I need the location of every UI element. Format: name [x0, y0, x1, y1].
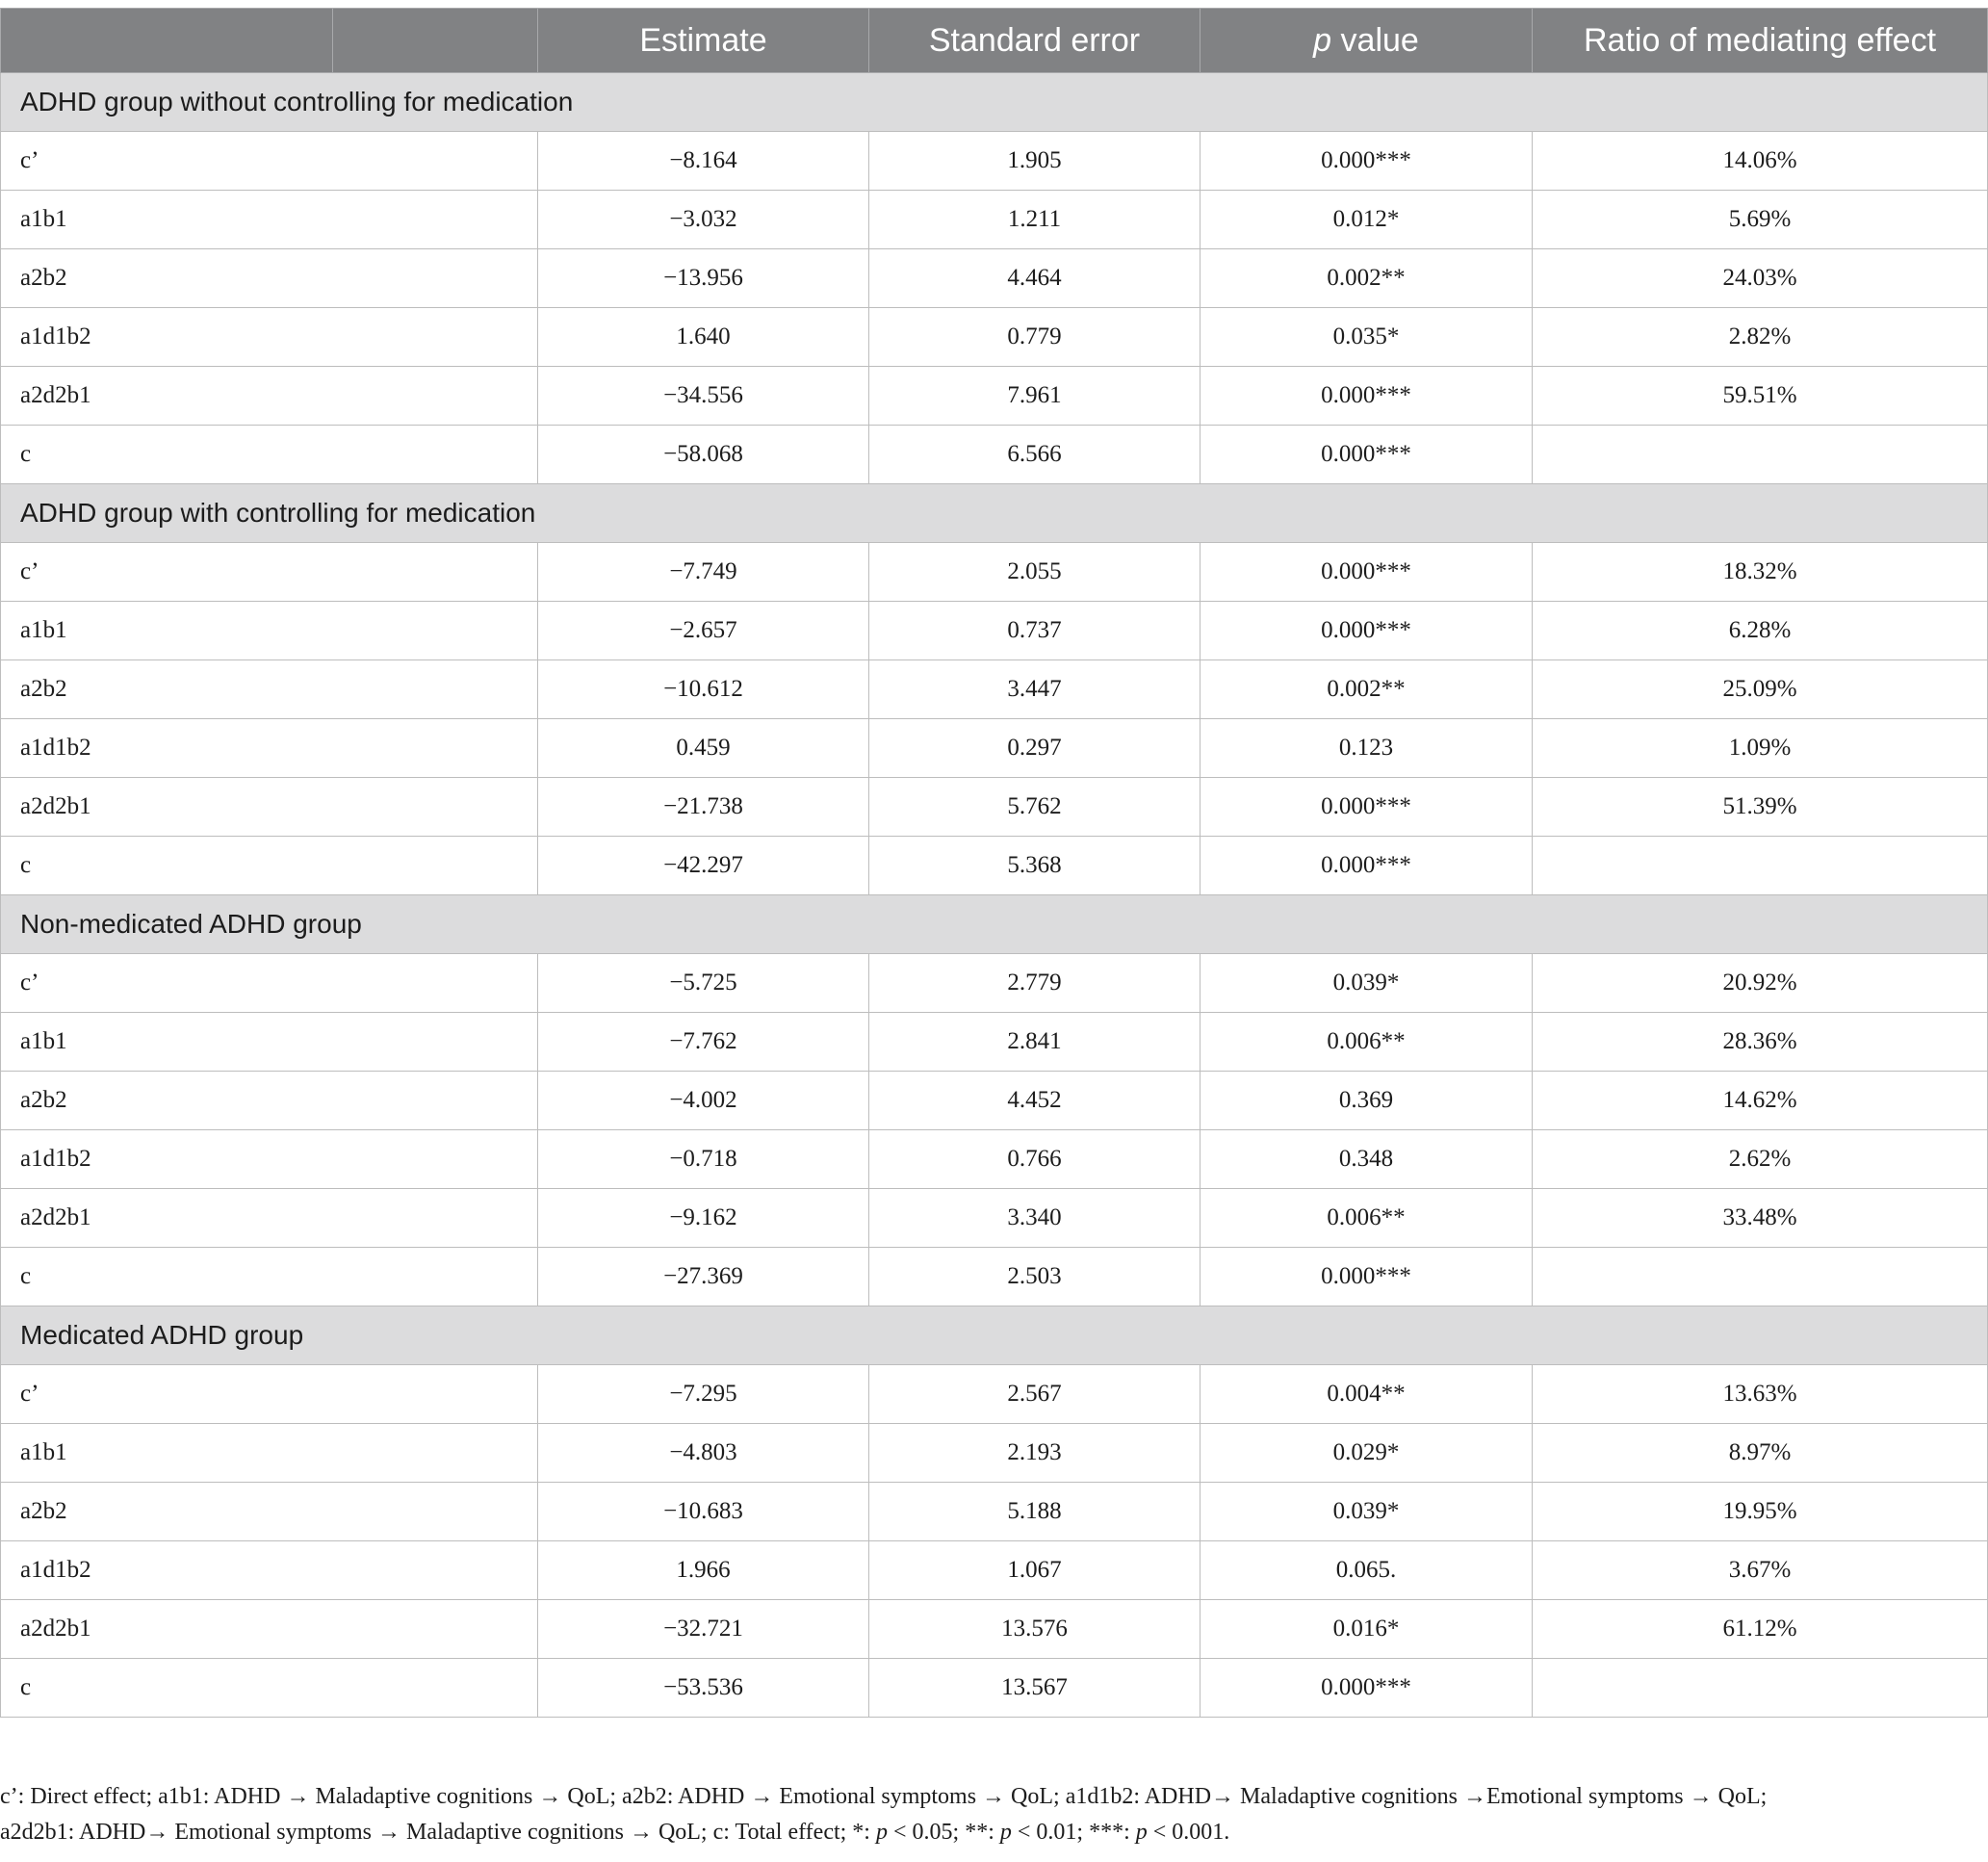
ratio-cell: 1.09% [1533, 719, 1988, 778]
table-row [1, 132, 1988, 191]
p-value-cell: 0.039* [1201, 954, 1533, 1013]
standard-error-cell: 3.447 [869, 660, 1201, 719]
table-row [1, 1424, 1988, 1483]
ratio-cell: 24.03% [1533, 249, 1988, 308]
p-value-cell: 0.000*** [1201, 837, 1533, 895]
estimate-cell: 1.640 [538, 308, 869, 367]
standard-error-cell: 2.567 [869, 1365, 1201, 1424]
path-label-cell: a1d1b2 [1, 308, 538, 367]
header-standard-error: Standard error [869, 9, 1201, 73]
path-label-cell: c [1, 1659, 538, 1718]
table-body [1, 73, 1988, 1718]
standard-error-cell: 3.340 [869, 1189, 1201, 1248]
ratio-cell: 51.39% [1533, 778, 1988, 837]
path-label-cell: c’ [1, 543, 538, 602]
table-row [1, 778, 1988, 837]
ratio-cell: 19.95% [1533, 1483, 1988, 1541]
standard-error-cell: 5.188 [869, 1483, 1201, 1541]
ratio-cell: 8.97% [1533, 1424, 1988, 1483]
estimate-cell: −21.738 [538, 778, 869, 837]
standard-error-cell: 0.297 [869, 719, 1201, 778]
ratio-cell: 5.69% [1533, 191, 1988, 249]
estimate-cell: 1.966 [538, 1541, 869, 1600]
p-value-cell: 0.348 [1201, 1130, 1533, 1189]
path-label-cell: c’ [1, 1365, 538, 1424]
ratio-cell: 2.62% [1533, 1130, 1988, 1189]
table-row [1, 308, 1988, 367]
ratio-cell: 59.51% [1533, 367, 1988, 426]
estimate-cell: −2.657 [538, 602, 869, 660]
standard-error-cell: 0.779 [869, 308, 1201, 367]
p-value-cell: 0.016* [1201, 1600, 1533, 1659]
table-row [1, 1659, 1988, 1718]
table-row [1, 1483, 1988, 1541]
p-value-cell: 0.123 [1201, 719, 1533, 778]
standard-error-cell: 5.368 [869, 837, 1201, 895]
footnote-text-a: a2d2b1: ADHD→ Emotional symptoms → Maladaptive cognitions → QoL; c: Total effect; *: [0, 1820, 876, 1845]
path-label-cell: a2d2b1 [1, 1189, 538, 1248]
p-value-cell: 0.002** [1201, 249, 1533, 308]
ratio-cell: 28.36% [1533, 1013, 1988, 1072]
table-row [1, 426, 1988, 484]
path-label-cell: c’ [1, 954, 538, 1013]
p-value-cell: 0.004** [1201, 1365, 1533, 1424]
ratio-cell [1533, 837, 1988, 895]
ratio-cell: 2.82% [1533, 308, 1988, 367]
estimate-cell: −13.956 [538, 249, 869, 308]
header-p-italic: p [1313, 21, 1332, 59]
footnote-p-3: p [1135, 1820, 1148, 1845]
footnote-text-b: < 0.05; **: [887, 1820, 1000, 1845]
ratio-cell [1533, 1659, 1988, 1718]
p-value-cell: 0.000*** [1201, 778, 1533, 837]
header-blank-cell-1 [1, 9, 333, 73]
p-value-cell: 0.039* [1201, 1483, 1533, 1541]
standard-error-cell: 1.067 [869, 1541, 1201, 1600]
table-row [1, 249, 1988, 308]
estimate-cell: −4.803 [538, 1424, 869, 1483]
path-label-cell: a1d1b2 [1, 1130, 538, 1189]
estimate-cell: 0.459 [538, 719, 869, 778]
estimate-cell: −34.556 [538, 367, 869, 426]
table-row [1, 1072, 1988, 1130]
estimate-cell: −8.164 [538, 132, 869, 191]
footnote-text-d: < 0.001. [1147, 1820, 1230, 1845]
ratio-cell: 3.67% [1533, 1541, 1988, 1600]
section-title: ADHD group without controlling for medication [1, 73, 1988, 132]
estimate-cell: −3.032 [538, 191, 869, 249]
footnote-line-1: c’: Direct effect; a1b1: ADHD → Maladaptive cognitions → QoL; a2b2: ADHD → Emotional symptoms → QoL; a1d1b2: ADHD→ Maladaptive cognitions →Emotional symptoms → QoL; [0, 1784, 1768, 1809]
p-value-cell: 0.000*** [1201, 426, 1533, 484]
ratio-cell: 6.28% [1533, 602, 1988, 660]
estimate-cell: −5.725 [538, 954, 869, 1013]
table-row [1, 543, 1988, 602]
standard-error-cell: 6.566 [869, 426, 1201, 484]
header-p-value [1201, 9, 1533, 73]
p-value-cell: 0.000*** [1201, 1659, 1533, 1718]
ratio-cell [1533, 1248, 1988, 1306]
standard-error-cell: 2.841 [869, 1013, 1201, 1072]
estimate-cell: −0.718 [538, 1130, 869, 1189]
table-row [1, 837, 1988, 895]
estimate-cell: −7.749 [538, 543, 869, 602]
standard-error-cell: 2.193 [869, 1424, 1201, 1483]
mediation-table [0, 8, 1988, 1718]
path-label-cell: a2d2b1 [1, 367, 538, 426]
estimate-cell: −53.536 [538, 1659, 869, 1718]
section-row [1, 895, 1988, 954]
standard-error-cell: 13.567 [869, 1659, 1201, 1718]
standard-error-cell: 0.737 [869, 602, 1201, 660]
table-row [1, 1541, 1988, 1600]
p-value-cell: 0.029* [1201, 1424, 1533, 1483]
path-label-cell: a2b2 [1, 1483, 538, 1541]
standard-error-cell: 13.576 [869, 1600, 1201, 1659]
path-label-cell: a1d1b2 [1, 1541, 538, 1600]
footnote-p-1: p [875, 1820, 888, 1845]
table-footnote [0, 1779, 1987, 1850]
standard-error-cell: 1.905 [869, 132, 1201, 191]
p-value-cell: 0.006** [1201, 1013, 1533, 1072]
path-label-cell: c [1, 837, 538, 895]
p-value-cell: 0.000*** [1201, 543, 1533, 602]
path-label-cell: a1b1 [1, 1424, 538, 1483]
table-row [1, 367, 1988, 426]
standard-error-cell: 2.055 [869, 543, 1201, 602]
footnote-text-c: < 0.01; ***: [1011, 1820, 1136, 1845]
table-row [1, 1248, 1988, 1306]
p-value-cell: 0.369 [1201, 1072, 1533, 1130]
estimate-cell: −7.295 [538, 1365, 869, 1424]
standard-error-cell: 1.211 [869, 191, 1201, 249]
p-value-cell: 0.006** [1201, 1189, 1533, 1248]
table-row [1, 1013, 1988, 1072]
header-estimate: Estimate [538, 9, 869, 73]
section-row [1, 484, 1988, 543]
p-value-cell: 0.000*** [1201, 367, 1533, 426]
p-value-cell: 0.065. [1201, 1541, 1533, 1600]
table-row [1, 1365, 1988, 1424]
section-title: Non-medicated ADHD group [1, 895, 1988, 954]
path-label-cell: a1b1 [1, 1013, 538, 1072]
path-label-cell: a2b2 [1, 249, 538, 308]
path-label-cell: c’ [1, 132, 538, 191]
section-title: Medicated ADHD group [1, 1306, 1988, 1365]
estimate-cell: −42.297 [538, 837, 869, 895]
footnote-p-2: p [999, 1820, 1012, 1845]
p-value-cell: 0.000*** [1201, 132, 1533, 191]
ratio-cell: 25.09% [1533, 660, 1988, 719]
standard-error-cell: 2.779 [869, 954, 1201, 1013]
table-row [1, 660, 1988, 719]
path-label-cell: a1b1 [1, 191, 538, 249]
ratio-cell: 14.62% [1533, 1072, 1988, 1130]
table-row [1, 602, 1988, 660]
standard-error-cell: 7.961 [869, 367, 1201, 426]
standard-error-cell: 2.503 [869, 1248, 1201, 1306]
table-row [1, 191, 1988, 249]
ratio-cell: 13.63% [1533, 1365, 1988, 1424]
table-row [1, 1600, 1988, 1659]
estimate-cell: −4.002 [538, 1072, 869, 1130]
standard-error-cell: 4.452 [869, 1072, 1201, 1130]
path-label-cell: a1d1b2 [1, 719, 538, 778]
standard-error-cell: 0.766 [869, 1130, 1201, 1189]
ratio-cell: 61.12% [1533, 1600, 1988, 1659]
ratio-cell: 18.32% [1533, 543, 1988, 602]
table-row [1, 954, 1988, 1013]
p-value-cell: 0.035* [1201, 308, 1533, 367]
standard-error-cell: 5.762 [869, 778, 1201, 837]
path-label-cell: a2b2 [1, 1072, 538, 1130]
estimate-cell: −10.612 [538, 660, 869, 719]
estimate-cell: −9.162 [538, 1189, 869, 1248]
ratio-cell: 14.06% [1533, 132, 1988, 191]
table-row [1, 1189, 1988, 1248]
section-row [1, 73, 1988, 132]
ratio-cell [1533, 426, 1988, 484]
header-p-rest: value [1331, 21, 1419, 59]
header-ratio: Ratio of mediating effect [1533, 9, 1988, 73]
table-row [1, 719, 1988, 778]
path-label-cell: a1b1 [1, 602, 538, 660]
header-blank-cell-2 [333, 9, 538, 73]
ratio-cell: 33.48% [1533, 1189, 1988, 1248]
section-row [1, 1306, 1988, 1365]
estimate-cell: −32.721 [538, 1600, 869, 1659]
standard-error-cell: 4.464 [869, 249, 1201, 308]
path-label-cell: a2d2b1 [1, 778, 538, 837]
ratio-cell: 20.92% [1533, 954, 1988, 1013]
path-label-cell: c [1, 426, 538, 484]
estimate-cell: −10.683 [538, 1483, 869, 1541]
path-label-cell: a2d2b1 [1, 1600, 538, 1659]
section-title: ADHD group with controlling for medication [1, 484, 1988, 543]
estimate-cell: −58.068 [538, 426, 869, 484]
table-header-row [1, 9, 1988, 73]
p-value-cell: 0.000*** [1201, 602, 1533, 660]
estimate-cell: −7.762 [538, 1013, 869, 1072]
footnote-line-2 [0, 1815, 1987, 1850]
p-value-cell: 0.012* [1201, 191, 1533, 249]
table-row [1, 1130, 1988, 1189]
estimate-cell: −27.369 [538, 1248, 869, 1306]
path-label-cell: c [1, 1248, 538, 1306]
p-value-cell: 0.002** [1201, 660, 1533, 719]
p-value-cell: 0.000*** [1201, 1248, 1533, 1306]
path-label-cell: a2b2 [1, 660, 538, 719]
